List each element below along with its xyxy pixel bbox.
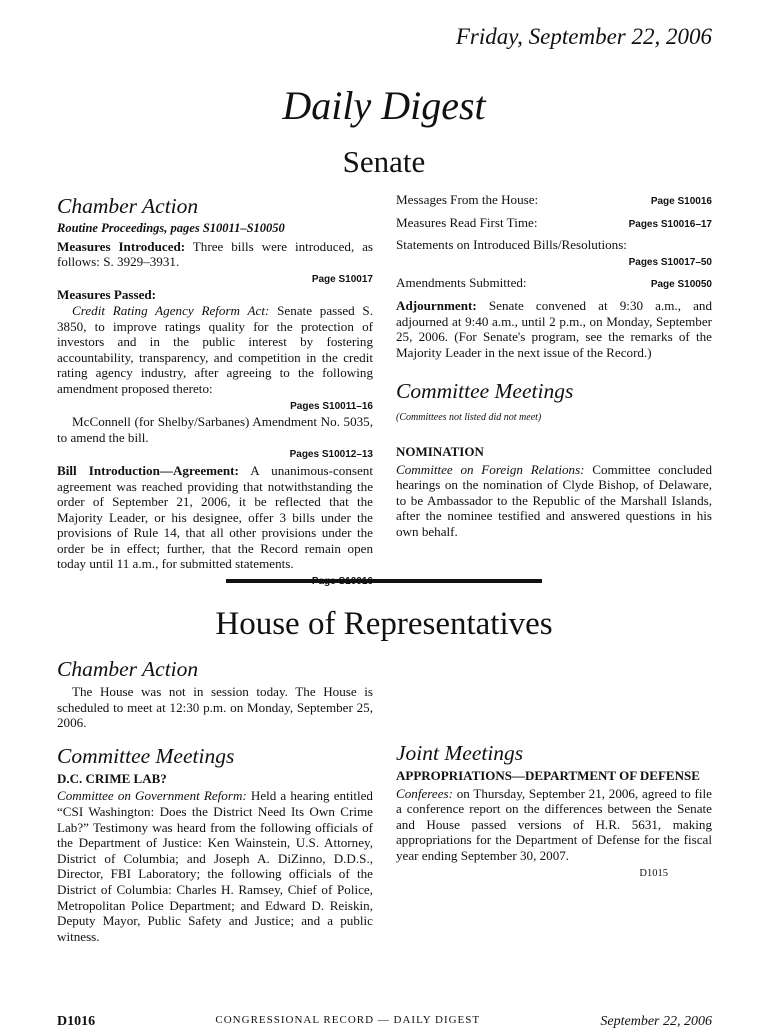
- house-left-column: [57, 656, 373, 944]
- conferees-text: on Thursday, September 21, 2006, agreed to file a conference report on the differences between the Senate and House passed versions of H.R. 5631, making appropriations for the Department of Defense for the fiscal year ending September 30, 2007.: [396, 785, 712, 863]
- house-committee-meetings-heading: Committee Meetings: [57, 743, 235, 768]
- messages-ref: Page S10016: [650, 196, 712, 207]
- house-heading: House of Representatives: [215, 606, 553, 642]
- senate-chamber-action-heading: Chamber Action: [57, 194, 199, 218]
- amendments-ref: Page S10050: [650, 279, 712, 291]
- measures-introduced-ref: Page S10017: [311, 273, 373, 285]
- statements-ref: Pages S10017–50: [628, 256, 712, 268]
- senate-committee-meetings-heading: Committee Meetings: [396, 379, 574, 404]
- joint-meetings-heading: Joint Meetings: [396, 741, 524, 765]
- crime-lab-heading: D.C. CRIME LAB?: [57, 770, 167, 786]
- nomination-text: Committee concluded hearings on the nomination of Clyde Bishop, of Delaware, to be Ambassador to the Republic of the Marshall Islands, after the nominee testified and answered questions in his own behalf.: [396, 461, 712, 539]
- statements-label: Statements on Introduced Bills/Resolutions:: [396, 237, 627, 253]
- senate-left-column: [57, 193, 373, 590]
- nomination-committee: Committee on Foreign Relations:: [396, 461, 585, 477]
- measures-passed-label: Measures Passed:: [57, 287, 157, 303]
- crime-lab-paragraph: [57, 788, 373, 944]
- credit-rating-act: [57, 303, 373, 397]
- nomination-paragraph: [396, 462, 712, 540]
- adjournment-text: Senate convened at 9:30 a.m., and adjourned at 9:40 a.m., until 2 p.m., on Monday, September 25, 2006. (For Senate's program, see the remarks of the Majority Leader in the next issue of the Record.): [396, 297, 712, 360]
- digest-title: Daily Digest: [282, 83, 486, 128]
- footer-date: September 22, 2006: [600, 1014, 712, 1029]
- adjournment-label: Adjournment:: [396, 297, 477, 313]
- credit-act-text: Senate passed S. 3850, to improve ratings quality for the protection of investors and in the public interest by fostering accountability, transparency, and competition in the credit rating agency industry, after agreeing to the following amendment proposed thereto:: [57, 302, 373, 396]
- footer-publication: CONGRESSIONAL RECORD — DAILY DIGEST: [215, 1014, 481, 1026]
- issue-date: Friday, September 22, 2006: [455, 24, 712, 49]
- read-first-label: Measures Read First Time:: [396, 214, 538, 230]
- bill-intro-text: A unanimous-consent agreement was reached providing that notwithstanding the order of September 21, 2006, it be reflected that the Majority Leader, or his designee, offer 3 bills under the provisions of Rule 14, that all other provisions under the order be in effect; further, that the Record remain open today until 11 a.m., for submitted statements.: [57, 462, 373, 572]
- senate-right-column: [396, 192, 712, 540]
- measures-introduced-text: Three bills were introduced, as follows: S. 3929–3931.: [57, 238, 373, 270]
- house-chamber-action-text: The House was not in session today. The House is scheduled to meet at 12:30 p.m. on Monday, September 25, 2006.: [57, 684, 373, 731]
- senate-heading: Senate: [342, 144, 426, 179]
- read-first-ref: Pages S10016–17: [628, 218, 712, 230]
- crime-lab-text: Held a hearing entitled “CSI Washington: Does the District Need Its Own Crime Lab?” Testimony was heard from the following officials of the Department of Justice: Ken Wainstein, U.S. Attorney, District of Columbia; and Joseph A. DiZinno, D.D.S., Director, FBI Laboratory; the following officials of the District of Columbia: Charles H. Ramsey, Chief of Police, Metropolitan Police Department; and Edward D. Reiskin, Deputy Mayor, Public Safety and Justice; and a public witness.: [57, 788, 373, 944]
- committees-note: (Committees not listed did not meet): [396, 412, 542, 424]
- conferees-label: Conferees:: [396, 785, 453, 801]
- section-divider: [226, 579, 542, 583]
- appropriations-heading: APPROPRIATIONS—DEPARTMENT OF DEFENSE: [396, 768, 700, 783]
- measures-introduced-label: Measures Introduced:: [57, 238, 186, 254]
- crime-lab-committee: Committee on Government Reform:: [57, 788, 247, 804]
- house-right-column: [396, 740, 712, 881]
- footer-page: D1016: [57, 1014, 96, 1029]
- amendment-text: McConnell (for Shelby/Sarbanes) Amendment No. 5035, to amend the bill.: [57, 414, 373, 445]
- adjournment: [396, 298, 712, 360]
- nomination-heading: NOMINATION: [396, 443, 484, 459]
- credit-act-ref: Pages S10011–16: [290, 400, 373, 412]
- credit-act-title: Credit Rating Agency Reform Act:: [72, 302, 270, 318]
- bill-intro-label: Bill Introduction—Agreement:: [57, 462, 239, 478]
- routine-proceedings: Routine Proceedings, pages S10011–S10050: [57, 221, 285, 235]
- house-chamber-action-heading: Chamber Action: [57, 657, 199, 681]
- page-code: D1015: [639, 867, 668, 879]
- page-footer: [57, 1014, 712, 1030]
- measures-introduced: [57, 239, 373, 270]
- bill-introduction: [57, 463, 373, 572]
- amendment-ref: Pages S10012–13: [289, 449, 373, 461]
- amendments-label: Amendments Submitted:: [396, 275, 527, 291]
- conferees-paragraph: [396, 786, 712, 864]
- messages-label: Messages From the House:: [396, 192, 539, 207]
